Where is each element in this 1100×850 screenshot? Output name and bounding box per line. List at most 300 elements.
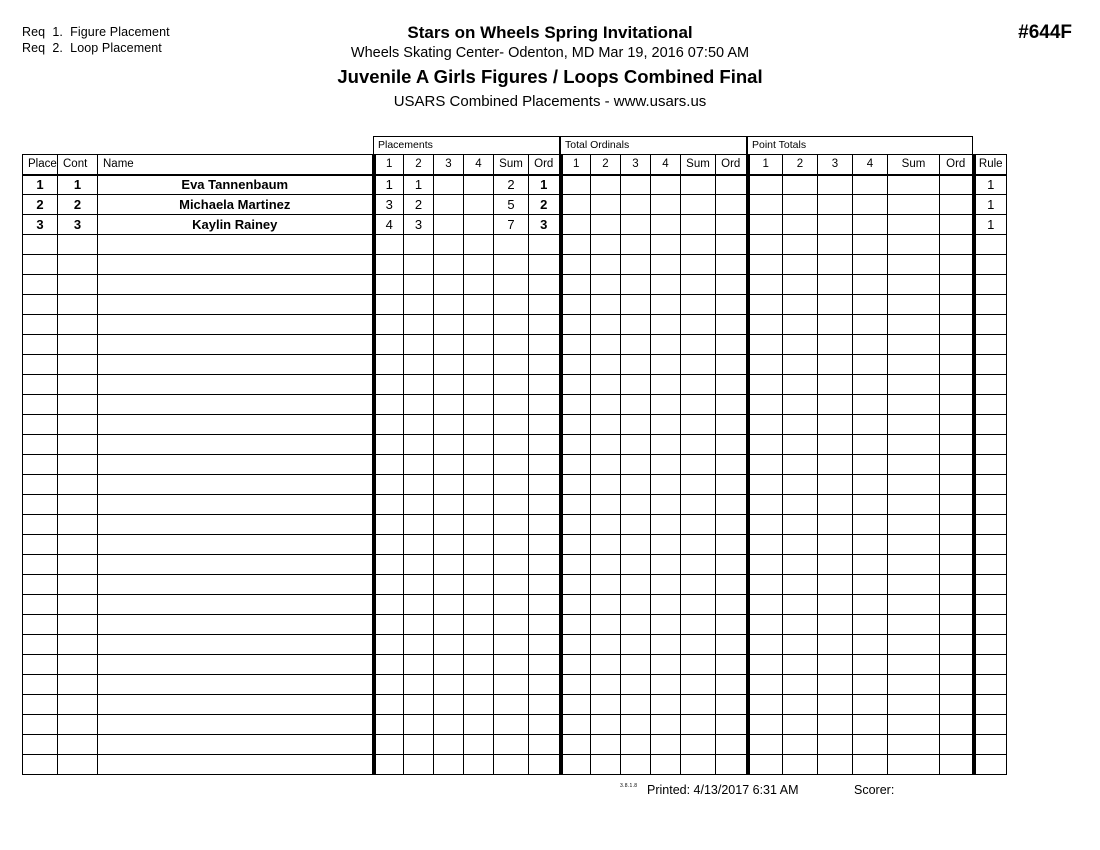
table-row-empty[interactable] xyxy=(23,275,1007,295)
cell-ordinals-4[interactable] xyxy=(651,475,681,495)
cell-rule[interactable] xyxy=(974,535,1007,555)
cell-ordinals-3[interactable] xyxy=(621,395,651,415)
cell-points-4[interactable] xyxy=(853,315,888,335)
cell-points-1[interactable] xyxy=(748,655,783,675)
cell-name[interactable] xyxy=(98,475,374,495)
cell-placements-2[interactable] xyxy=(404,515,434,535)
cell-placements-3[interactable] xyxy=(434,175,464,195)
cell-points-1[interactable] xyxy=(748,535,783,555)
cell-cont[interactable] xyxy=(58,235,98,255)
cell-ordinals-4[interactable] xyxy=(651,395,681,415)
cell-points-3[interactable] xyxy=(818,395,853,415)
table-row-empty[interactable] xyxy=(23,335,1007,355)
cell-points-4[interactable] xyxy=(853,515,888,535)
cell-points-4[interactable] xyxy=(853,655,888,675)
cell-points-2[interactable] xyxy=(783,535,818,555)
cell-placements-3[interactable] xyxy=(434,335,464,355)
cell-name[interactable] xyxy=(98,235,374,255)
cell-points-2[interactable] xyxy=(783,755,818,775)
cell-ordinals-3[interactable] xyxy=(621,335,651,355)
cell-ordinals-3[interactable] xyxy=(621,195,651,215)
cell-points-4[interactable] xyxy=(853,575,888,595)
cell-placements-4[interactable] xyxy=(464,215,494,235)
cell-placements-3[interactable] xyxy=(434,635,464,655)
cell-place[interactable] xyxy=(23,295,58,315)
cell-points-1[interactable] xyxy=(748,615,783,635)
cell-points-3[interactable] xyxy=(818,635,853,655)
cell-placements-sum[interactable] xyxy=(494,695,529,715)
cell-ordinals-ord[interactable] xyxy=(716,455,748,475)
cell-points-sum[interactable] xyxy=(888,255,940,275)
cell-ordinals-ord[interactable] xyxy=(716,355,748,375)
cell-ordinals-4[interactable] xyxy=(651,275,681,295)
cell-rule[interactable] xyxy=(974,675,1007,695)
cell-points-1[interactable] xyxy=(748,315,783,335)
cell-ordinals-2[interactable] xyxy=(591,195,621,215)
cell-ordinals-2[interactable] xyxy=(591,755,621,775)
cell-placements-ord[interactable] xyxy=(529,675,561,695)
cell-ordinals-sum[interactable] xyxy=(681,695,716,715)
cell-placements-1[interactable] xyxy=(374,235,404,255)
cell-rule[interactable] xyxy=(974,415,1007,435)
cell-points-4[interactable] xyxy=(853,415,888,435)
cell-points-1[interactable] xyxy=(748,595,783,615)
cell-ordinals-ord[interactable] xyxy=(716,695,748,715)
cell-ordinals-4[interactable] xyxy=(651,175,681,195)
cell-placements-2[interactable] xyxy=(404,655,434,675)
cell-placements-4[interactable] xyxy=(464,395,494,415)
cell-ordinals-3[interactable] xyxy=(621,475,651,495)
cell-placements-sum[interactable] xyxy=(494,455,529,475)
cell-placements-4[interactable] xyxy=(464,595,494,615)
cell-points-ord[interactable] xyxy=(940,335,974,355)
cell-points-2[interactable] xyxy=(783,215,818,235)
cell-placements-sum[interactable] xyxy=(494,375,529,395)
cell-points-2[interactable] xyxy=(783,295,818,315)
cell-ordinals-3[interactable] xyxy=(621,215,651,235)
cell-ordinals-1[interactable] xyxy=(561,555,591,575)
cell-placements-2[interactable] xyxy=(404,235,434,255)
cell-points-sum[interactable] xyxy=(888,175,940,195)
cell-ordinals-4[interactable] xyxy=(651,655,681,675)
cell-name[interactable] xyxy=(98,495,374,515)
cell-points-ord[interactable] xyxy=(940,755,974,775)
cell-ordinals-4[interactable] xyxy=(651,215,681,235)
cell-placements-3[interactable] xyxy=(434,435,464,455)
cell-placements-4[interactable] xyxy=(464,675,494,695)
cell-place[interactable] xyxy=(23,535,58,555)
cell-ordinals-4[interactable] xyxy=(651,515,681,535)
cell-ordinals-2[interactable] xyxy=(591,735,621,755)
cell-points-4[interactable] xyxy=(853,175,888,195)
cell-ordinals-4[interactable] xyxy=(651,715,681,735)
cell-placements-3[interactable] xyxy=(434,355,464,375)
cell-place[interactable] xyxy=(23,515,58,535)
cell-points-1[interactable] xyxy=(748,735,783,755)
cell-ordinals-3[interactable] xyxy=(621,175,651,195)
cell-placements-3[interactable] xyxy=(434,555,464,575)
cell-points-2[interactable] xyxy=(783,175,818,195)
table-row[interactable] xyxy=(23,175,1007,195)
cell-ordinals-2[interactable] xyxy=(591,275,621,295)
cell-placements-sum[interactable] xyxy=(494,315,529,335)
cell-ordinals-3[interactable] xyxy=(621,435,651,455)
cell-rule[interactable] xyxy=(974,275,1007,295)
cell-points-2[interactable] xyxy=(783,255,818,275)
cell-points-3[interactable] xyxy=(818,255,853,275)
cell-ordinals-2[interactable] xyxy=(591,415,621,435)
cell-placements-4[interactable] xyxy=(464,455,494,475)
cell-ordinals-sum[interactable] xyxy=(681,555,716,575)
cell-points-2[interactable] xyxy=(783,615,818,635)
cell-placements-3[interactable] xyxy=(434,735,464,755)
cell-ordinals-1[interactable] xyxy=(561,675,591,695)
cell-points-4[interactable] xyxy=(853,595,888,615)
cell-rule[interactable] xyxy=(974,555,1007,575)
cell-placements-sum[interactable]: 7 xyxy=(494,215,529,235)
cell-ordinals-1[interactable] xyxy=(561,495,591,515)
cell-ordinals-ord[interactable] xyxy=(716,655,748,675)
cell-points-2[interactable] xyxy=(783,335,818,355)
cell-ordinals-sum[interactable] xyxy=(681,735,716,755)
cell-points-2[interactable] xyxy=(783,315,818,335)
cell-points-sum[interactable] xyxy=(888,495,940,515)
cell-ordinals-4[interactable] xyxy=(651,735,681,755)
table-row-empty[interactable] xyxy=(23,435,1007,455)
cell-ordinals-1[interactable] xyxy=(561,575,591,595)
cell-placements-2[interactable] xyxy=(404,575,434,595)
cell-points-4[interactable] xyxy=(853,735,888,755)
cell-placements-2[interactable] xyxy=(404,615,434,635)
cell-ordinals-3[interactable] xyxy=(621,595,651,615)
cell-ordinals-ord[interactable] xyxy=(716,735,748,755)
cell-placements-ord[interactable] xyxy=(529,655,561,675)
cell-ordinals-2[interactable] xyxy=(591,675,621,695)
cell-placements-2[interactable]: 2 xyxy=(404,195,434,215)
cell-ordinals-4[interactable] xyxy=(651,575,681,595)
cell-placements-ord[interactable] xyxy=(529,435,561,455)
cell-points-1[interactable] xyxy=(748,635,783,655)
cell-points-3[interactable] xyxy=(818,595,853,615)
cell-points-4[interactable] xyxy=(853,555,888,575)
cell-placements-2[interactable]: 3 xyxy=(404,215,434,235)
cell-placements-4[interactable] xyxy=(464,375,494,395)
cell-points-sum[interactable] xyxy=(888,575,940,595)
cell-placements-4[interactable] xyxy=(464,435,494,455)
cell-placements-1[interactable] xyxy=(374,295,404,315)
cell-place[interactable] xyxy=(23,715,58,735)
cell-ordinals-1[interactable] xyxy=(561,315,591,335)
cell-points-sum[interactable] xyxy=(888,415,940,435)
cell-ordinals-4[interactable] xyxy=(651,415,681,435)
cell-name[interactable] xyxy=(98,715,374,735)
cell-placements-sum[interactable] xyxy=(494,515,529,535)
cell-points-3[interactable] xyxy=(818,555,853,575)
cell-placements-3[interactable] xyxy=(434,655,464,675)
cell-placements-2[interactable]: 1 xyxy=(404,175,434,195)
cell-place[interactable] xyxy=(23,355,58,375)
cell-ordinals-3[interactable] xyxy=(621,255,651,275)
cell-points-2[interactable] xyxy=(783,655,818,675)
cell-cont[interactable] xyxy=(58,295,98,315)
cell-points-sum[interactable] xyxy=(888,395,940,415)
cell-ordinals-ord[interactable] xyxy=(716,595,748,615)
cell-ordinals-sum[interactable] xyxy=(681,755,716,775)
cell-cont[interactable] xyxy=(58,615,98,635)
cell-placements-2[interactable] xyxy=(404,395,434,415)
cell-ordinals-3[interactable] xyxy=(621,755,651,775)
cell-placements-sum[interactable] xyxy=(494,495,529,515)
cell-ordinals-3[interactable] xyxy=(621,355,651,375)
cell-ordinals-4[interactable] xyxy=(651,615,681,635)
cell-ordinals-sum[interactable] xyxy=(681,395,716,415)
cell-ordinals-4[interactable] xyxy=(651,675,681,695)
cell-ordinals-1[interactable] xyxy=(561,655,591,675)
table-row-empty[interactable] xyxy=(23,755,1007,775)
cell-points-sum[interactable] xyxy=(888,455,940,475)
cell-placements-2[interactable] xyxy=(404,555,434,575)
cell-ordinals-1[interactable] xyxy=(561,195,591,215)
cell-placements-3[interactable] xyxy=(434,495,464,515)
table-row-empty[interactable] xyxy=(23,635,1007,655)
cell-points-sum[interactable] xyxy=(888,735,940,755)
cell-placements-1[interactable] xyxy=(374,355,404,375)
cell-cont[interactable]: 3 xyxy=(58,215,98,235)
cell-ordinals-2[interactable] xyxy=(591,475,621,495)
cell-points-ord[interactable] xyxy=(940,435,974,455)
cell-place[interactable] xyxy=(23,415,58,435)
cell-points-4[interactable] xyxy=(853,455,888,475)
cell-ordinals-3[interactable] xyxy=(621,735,651,755)
cell-place[interactable] xyxy=(23,655,58,675)
cell-place[interactable] xyxy=(23,375,58,395)
cell-ordinals-3[interactable] xyxy=(621,655,651,675)
cell-points-sum[interactable] xyxy=(888,755,940,775)
cell-placements-ord[interactable] xyxy=(529,535,561,555)
cell-place[interactable] xyxy=(23,615,58,635)
cell-ordinals-ord[interactable] xyxy=(716,375,748,395)
cell-name[interactable] xyxy=(98,375,374,395)
cell-placements-ord[interactable] xyxy=(529,295,561,315)
cell-placements-sum[interactable] xyxy=(494,615,529,635)
table-row-empty[interactable] xyxy=(23,375,1007,395)
cell-rule[interactable] xyxy=(974,715,1007,735)
table-row-empty[interactable] xyxy=(23,295,1007,315)
cell-points-4[interactable] xyxy=(853,295,888,315)
cell-placements-1[interactable] xyxy=(374,615,404,635)
cell-placements-sum[interactable] xyxy=(494,595,529,615)
cell-points-4[interactable] xyxy=(853,215,888,235)
cell-placements-4[interactable] xyxy=(464,695,494,715)
cell-rule[interactable] xyxy=(974,695,1007,715)
cell-placements-1[interactable] xyxy=(374,595,404,615)
cell-placements-sum[interactable] xyxy=(494,535,529,555)
cell-place[interactable] xyxy=(23,675,58,695)
cell-ordinals-2[interactable] xyxy=(591,315,621,335)
cell-points-4[interactable] xyxy=(853,275,888,295)
cell-ordinals-4[interactable] xyxy=(651,595,681,615)
cell-placements-1[interactable] xyxy=(374,575,404,595)
cell-placements-2[interactable] xyxy=(404,755,434,775)
cell-ordinals-2[interactable] xyxy=(591,455,621,475)
cell-ordinals-2[interactable] xyxy=(591,715,621,735)
cell-name[interactable] xyxy=(98,355,374,375)
cell-placements-ord[interactable] xyxy=(529,555,561,575)
cell-points-1[interactable] xyxy=(748,255,783,275)
cell-points-4[interactable] xyxy=(853,495,888,515)
cell-points-ord[interactable] xyxy=(940,735,974,755)
cell-points-1[interactable] xyxy=(748,275,783,295)
cell-place[interactable] xyxy=(23,475,58,495)
cell-placements-sum[interactable] xyxy=(494,575,529,595)
cell-ordinals-4[interactable] xyxy=(651,195,681,215)
cell-place[interactable] xyxy=(23,635,58,655)
cell-ordinals-1[interactable] xyxy=(561,695,591,715)
cell-points-sum[interactable] xyxy=(888,675,940,695)
cell-points-1[interactable] xyxy=(748,715,783,735)
cell-points-2[interactable] xyxy=(783,595,818,615)
cell-points-3[interactable] xyxy=(818,675,853,695)
cell-ordinals-2[interactable] xyxy=(591,375,621,395)
cell-ordinals-sum[interactable] xyxy=(681,455,716,475)
cell-ordinals-ord[interactable] xyxy=(716,635,748,655)
cell-points-ord[interactable] xyxy=(940,635,974,655)
cell-placements-1[interactable] xyxy=(374,755,404,775)
cell-points-1[interactable] xyxy=(748,675,783,695)
cell-points-2[interactable] xyxy=(783,635,818,655)
cell-rule[interactable] xyxy=(974,435,1007,455)
cell-ordinals-1[interactable] xyxy=(561,475,591,495)
cell-place[interactable] xyxy=(23,755,58,775)
cell-place[interactable] xyxy=(23,335,58,355)
cell-points-2[interactable] xyxy=(783,475,818,495)
table-row-empty[interactable] xyxy=(23,475,1007,495)
cell-placements-sum[interactable] xyxy=(494,735,529,755)
cell-placements-4[interactable] xyxy=(464,635,494,655)
cell-ordinals-2[interactable] xyxy=(591,235,621,255)
cell-name[interactable] xyxy=(98,675,374,695)
cell-placements-2[interactable] xyxy=(404,315,434,335)
cell-ordinals-3[interactable] xyxy=(621,415,651,435)
cell-name[interactable] xyxy=(98,415,374,435)
cell-rule[interactable] xyxy=(974,575,1007,595)
cell-points-3[interactable] xyxy=(818,435,853,455)
cell-cont[interactable] xyxy=(58,655,98,675)
cell-points-ord[interactable] xyxy=(940,595,974,615)
cell-ordinals-sum[interactable] xyxy=(681,275,716,295)
cell-placements-sum[interactable] xyxy=(494,295,529,315)
table-row-empty[interactable] xyxy=(23,555,1007,575)
cell-cont[interactable] xyxy=(58,495,98,515)
cell-points-3[interactable] xyxy=(818,755,853,775)
cell-points-4[interactable] xyxy=(853,695,888,715)
cell-ordinals-sum[interactable] xyxy=(681,515,716,535)
cell-ordinals-3[interactable] xyxy=(621,615,651,635)
cell-placements-2[interactable] xyxy=(404,355,434,375)
cell-points-sum[interactable] xyxy=(888,275,940,295)
cell-ordinals-1[interactable] xyxy=(561,435,591,455)
cell-ordinals-sum[interactable] xyxy=(681,435,716,455)
cell-ordinals-2[interactable] xyxy=(591,655,621,675)
cell-placements-ord[interactable] xyxy=(529,355,561,375)
cell-points-1[interactable] xyxy=(748,755,783,775)
cell-points-2[interactable] xyxy=(783,675,818,695)
cell-points-ord[interactable] xyxy=(940,455,974,475)
cell-ordinals-3[interactable] xyxy=(621,515,651,535)
cell-placements-sum[interactable] xyxy=(494,335,529,355)
cell-placements-sum[interactable] xyxy=(494,435,529,455)
table-row-empty[interactable] xyxy=(23,735,1007,755)
cell-cont[interactable] xyxy=(58,475,98,495)
cell-cont[interactable] xyxy=(58,595,98,615)
cell-ordinals-sum[interactable] xyxy=(681,615,716,635)
table-row-empty[interactable] xyxy=(23,675,1007,695)
cell-points-4[interactable] xyxy=(853,435,888,455)
cell-points-3[interactable] xyxy=(818,235,853,255)
cell-name[interactable]: Michaela Martinez xyxy=(98,195,374,215)
cell-placements-3[interactable] xyxy=(434,295,464,315)
cell-name[interactable] xyxy=(98,315,374,335)
cell-points-2[interactable] xyxy=(783,395,818,415)
cell-placements-sum[interactable] xyxy=(494,275,529,295)
cell-placements-ord[interactable] xyxy=(529,415,561,435)
cell-name[interactable] xyxy=(98,635,374,655)
cell-points-3[interactable] xyxy=(818,335,853,355)
cell-placements-ord[interactable]: 1 xyxy=(529,175,561,195)
cell-placements-4[interactable] xyxy=(464,495,494,515)
cell-placements-sum[interactable] xyxy=(494,715,529,735)
cell-rule[interactable] xyxy=(974,595,1007,615)
cell-ordinals-3[interactable] xyxy=(621,575,651,595)
cell-placements-ord[interactable] xyxy=(529,275,561,295)
cell-placements-sum[interactable] xyxy=(494,415,529,435)
cell-points-3[interactable] xyxy=(818,715,853,735)
cell-place[interactable]: 1 xyxy=(23,175,58,195)
cell-placements-ord[interactable] xyxy=(529,255,561,275)
cell-ordinals-1[interactable] xyxy=(561,415,591,435)
cell-points-2[interactable] xyxy=(783,555,818,575)
cell-points-1[interactable] xyxy=(748,195,783,215)
cell-points-1[interactable] xyxy=(748,395,783,415)
cell-placements-1[interactable]: 4 xyxy=(374,215,404,235)
cell-points-4[interactable] xyxy=(853,755,888,775)
cell-ordinals-3[interactable] xyxy=(621,315,651,335)
cell-placements-1[interactable]: 1 xyxy=(374,175,404,195)
cell-ordinals-2[interactable] xyxy=(591,555,621,575)
cell-placements-sum[interactable] xyxy=(494,355,529,375)
cell-ordinals-sum[interactable] xyxy=(681,715,716,735)
cell-placements-sum[interactable] xyxy=(494,555,529,575)
cell-rule[interactable] xyxy=(974,375,1007,395)
cell-ordinals-4[interactable] xyxy=(651,435,681,455)
cell-placements-4[interactable] xyxy=(464,235,494,255)
cell-points-1[interactable] xyxy=(748,455,783,475)
cell-rule[interactable] xyxy=(974,755,1007,775)
cell-placements-3[interactable] xyxy=(434,715,464,735)
cell-name[interactable] xyxy=(98,335,374,355)
cell-ordinals-3[interactable] xyxy=(621,635,651,655)
cell-points-3[interactable] xyxy=(818,535,853,555)
cell-points-3[interactable] xyxy=(818,415,853,435)
cell-ordinals-3[interactable] xyxy=(621,295,651,315)
cell-placements-ord[interactable] xyxy=(529,455,561,475)
cell-rule[interactable] xyxy=(974,515,1007,535)
cell-ordinals-ord[interactable] xyxy=(716,335,748,355)
cell-placements-sum[interactable] xyxy=(494,675,529,695)
cell-placements-3[interactable] xyxy=(434,375,464,395)
cell-points-1[interactable] xyxy=(748,575,783,595)
cell-ordinals-4[interactable] xyxy=(651,255,681,275)
